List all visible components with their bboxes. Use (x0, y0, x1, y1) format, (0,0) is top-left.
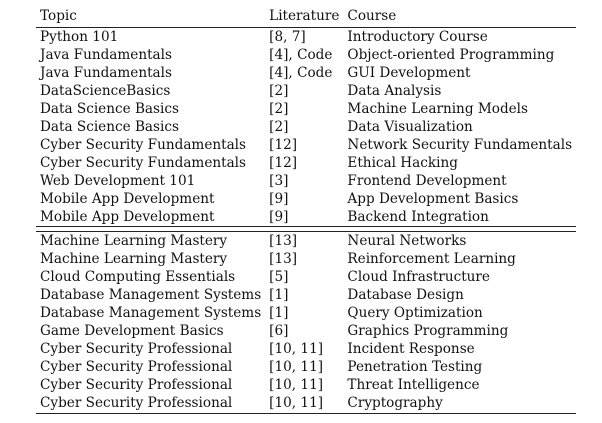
course-cell: Threat Intelligence (347, 377, 480, 393)
course-cell: Introductory Course (347, 29, 488, 45)
header-row (36, 4, 576, 28)
topic-cell: Web Development 101 (40, 173, 196, 189)
course-cell: Frontend Development (347, 173, 507, 189)
topic-cell: Cyber Security Professional (40, 341, 233, 357)
course-cell: Network Security Fundamentals (347, 137, 573, 153)
table-row (36, 64, 576, 82)
literature-cell: [3] (269, 173, 289, 189)
header-course: Course (343, 4, 576, 28)
course-cell: Penetration Testing (347, 359, 483, 375)
course-cell: Object-oriented Programming (347, 47, 555, 63)
literature-cell: [13] (269, 233, 298, 249)
topic-cell: Data Science Basics (40, 101, 179, 117)
topic-cell: Cyber Security Professional (36, 394, 265, 414)
topic-cell: Cyber Security Professional (40, 377, 233, 393)
literature-cell: [1] (269, 305, 289, 321)
topic-cell: Mobile App Development (40, 209, 215, 225)
topic-cell: Cloud Computing Essentials (40, 269, 236, 285)
literature-cell: [10, 11] (269, 341, 324, 357)
course-cell: Cryptography (343, 394, 576, 414)
table-row (36, 208, 576, 227)
literature-cell: [10, 11] (269, 359, 324, 375)
table-row (36, 322, 576, 340)
table-row (36, 118, 576, 136)
course-cell: Machine Learning Models (347, 101, 529, 117)
course-cell: App Development Basics (347, 191, 519, 207)
topic-cell: Cyber Security Professional (40, 359, 233, 375)
literature-cell: [9] (269, 209, 289, 225)
literature-cell: [5] (269, 269, 289, 285)
topic-literature-course-table (36, 4, 576, 414)
literature-cell: [2] (269, 101, 289, 117)
literature-cell: [9] (269, 191, 289, 207)
course-cell: Cloud Infrastructure (347, 269, 490, 285)
literature-cell: [2] (269, 119, 289, 135)
course-cell: GUI Development (347, 65, 471, 81)
table-row (36, 100, 576, 118)
literature-cell: [2] (269, 83, 289, 99)
table-row (36, 190, 576, 208)
literature-cell: [13] (269, 251, 298, 267)
table-row (36, 172, 576, 190)
course-cell: Graphics Programming (347, 323, 509, 339)
table-row (36, 154, 576, 172)
topic-cell: Cyber Security Fundamentals (40, 155, 247, 171)
literature-cell: [10, 11] (269, 377, 324, 393)
course-cell: Reinforcement Learning (347, 251, 516, 267)
literature-cell: [6] (269, 323, 289, 339)
table-row (36, 82, 576, 100)
table-row (36, 136, 576, 154)
course-cell: Data Analysis (347, 83, 442, 99)
literature-cell: [1] (269, 287, 289, 303)
topic-cell: Game Development Basics (40, 323, 224, 339)
literature-cell: [4], Code (269, 65, 333, 81)
topic-cell: Mobile App Development (40, 191, 215, 207)
table-row (36, 28, 576, 47)
table-row (36, 376, 576, 394)
course-cell: Data Visualization (347, 119, 473, 135)
course-cell: Database Design (347, 287, 464, 303)
header-literature: Literature (265, 4, 343, 28)
course-cell: Incident Response (347, 341, 475, 357)
topic-cell: Database Management Systems (40, 305, 262, 321)
literature-cell: [10, 11] (265, 394, 343, 414)
course-cell: Backend Integration (347, 209, 489, 225)
group-1-body (36, 28, 576, 227)
topic-cell: Java Fundamentals (40, 47, 172, 63)
literature-cell: [12] (269, 137, 298, 153)
group-2-body (36, 232, 576, 414)
course-cell: Neural Networks (347, 233, 467, 249)
topic-cell: Data Science Basics (40, 119, 179, 135)
table-row (36, 304, 576, 322)
table-row (36, 46, 576, 64)
table-row (36, 340, 576, 358)
table-row (36, 394, 576, 414)
course-cell: Query Optimization (347, 305, 483, 321)
topic-cell: Database Management Systems (40, 287, 262, 303)
literature-cell: [12] (269, 155, 298, 171)
topic-cell: Machine Learning Mastery (40, 233, 228, 249)
topic-cell: Cyber Security Fundamentals (40, 137, 247, 153)
literature-cell: [8, 7] (269, 29, 306, 45)
topic-cell: Java Fundamentals (40, 65, 172, 81)
table-row (36, 250, 576, 268)
topic-cell: Machine Learning Mastery (40, 251, 228, 267)
table-row (36, 232, 576, 251)
table-row (36, 268, 576, 286)
topic-cell: Python 101 (40, 29, 119, 45)
course-cell: Ethical Hacking (347, 155, 458, 171)
topic-table-container (36, 4, 576, 414)
header-topic: Topic (36, 4, 265, 28)
literature-cell: [4], Code (269, 47, 333, 63)
table-row (36, 358, 576, 376)
table-row (36, 286, 576, 304)
topic-cell: DataScienceBasics (40, 83, 171, 99)
